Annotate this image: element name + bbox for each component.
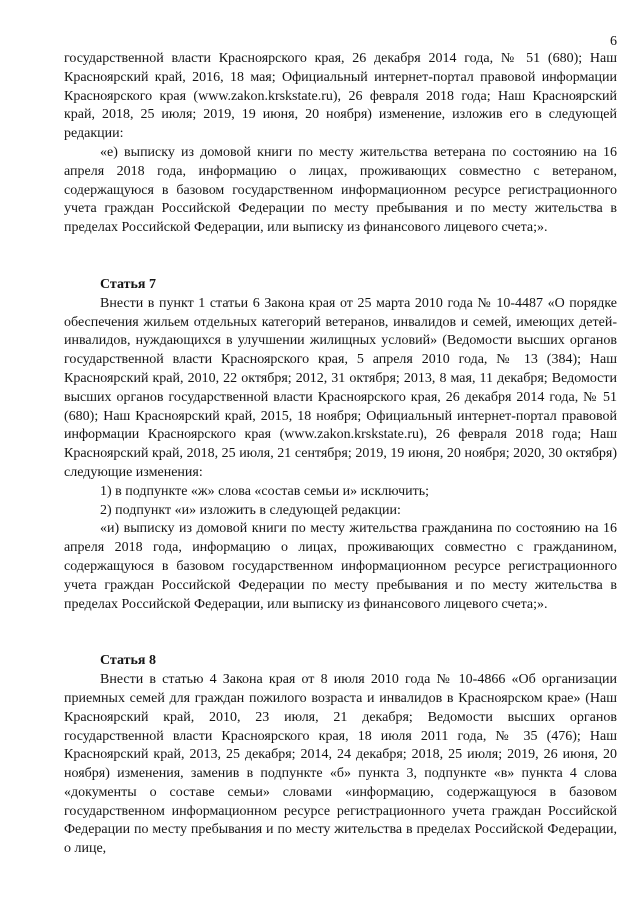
document-body (64, 50, 617, 859)
section-spacer (64, 238, 617, 276)
intro-paragraph-continuation: государственной власти Красноярского края, 26 декабря 2014 года, № 51 (680); Наш Красноярский край, 2016, 18 мая; Официальный интернет-портал правовой информации Красноярского края (www.zakon.krskstate.ru), 26 февраля 2018 года; Наш Красноярский край, 2018, 25 июля; 2019, 19 июня, 20 ноября) изменение, изложив его в следующей редакции: (64, 51, 617, 142)
article-7-paragraph-main: Внести в пункт 1 статьи 6 Закона края от 25 марта 2010 года № 10-4487 «О порядке обеспечения жильем отдельных категорий ветеранов, инвалидов и семей, имеющих детей-инвалидов, нуждающихся в улучшении жилищных условий» (Ведомости высших органов государственной власти Красноярского края, 5 апреля 2010 года, № 13 (384); Наш Красноярский край, 2010, 22 октября; 2012, 31 октября; 2013, 8 мая, 11 декабря; Ведомости высших органов государственной власти Красноярского края, 26 декабря 2014 года, № 51 (680); Наш Красноярский край, 2015, 18 ноября; Официальный интернет-портал правовой информации Красноярского края (www.zakon.krskstate.ru), 26 февраля 2018 года; Наш Красноярский край, 2018, 25 июля, 21 сентября; 2019, 19 июня, 20 ноября; 2020, 30 октября) следующие изменения: (64, 295, 617, 480)
intro-quoted-subpoint-e: «е) выписку из домовой книги по месту жительства ветерана по состоянию на 16 апреля 2018 года, информацию о лицах, проживающих совместно с ветераном, содержащуюся в базовом государственном информационном ресурсе регистрационного учета граждан Российской Федерации по месту пребывания и по месту жительства в пределах Российской Федерации, или выписку из финансового лицевого счета;». (64, 144, 617, 236)
article-7-item-2: 2) подпункт «и» изложить в следующей редакции: (100, 502, 401, 518)
page-number: 6 (610, 34, 617, 49)
article-8-heading: Статья 8 (100, 653, 156, 669)
article-8-paragraph-main: Внести в статью 4 Закона края от 8 июля 2010 года № 10-4866 «Об организации приемных семей для граждан пожилого возраста и инвалидов в Красноярском крае» (Наш Красноярский край, 2010, 23 июля, 21 декабря; Ведомости высших органов государственной власти Красноярского края, 18 июля 2011 года, № 35 (476); Наш Красноярский край, 2013, 25 декабря; 2014, 24 декабря; 2018, 25 июля; 2019, 26 июня, 20 ноября) изменения, заменив в подпункте «б» пункта 3, подпункте «в» пункта 4 слова «документы о составе семьи» словами «информацию, содержащуюся в базовом государственном информационном ресурсе регистрационного учета граждан Российской Федерации по месту пребывания и по месту жительства в пределах Российской Федерации, о лице, (64, 672, 617, 857)
section-spacer (64, 614, 617, 652)
article-7-quoted-subpoint-i: «и) выписку из домовой книги по месту жительства гражданина по состоянию на 16 апреля 2018 года, информацию о лицах, проживающих совместно с гражданином, содержащуюся в базовом государственном информационном ресурсе регистрационного учета граждан Российской Федерации по месту пребывания и по месту жительства в пределах Российской Федерации, или выписку из финансового лицевого счета;». (64, 521, 617, 612)
article-7-item-1: 1) в подпункте «ж» слова «состав семьи и» исключить; (100, 483, 429, 499)
article-7-heading: Статья 7 (100, 276, 156, 292)
